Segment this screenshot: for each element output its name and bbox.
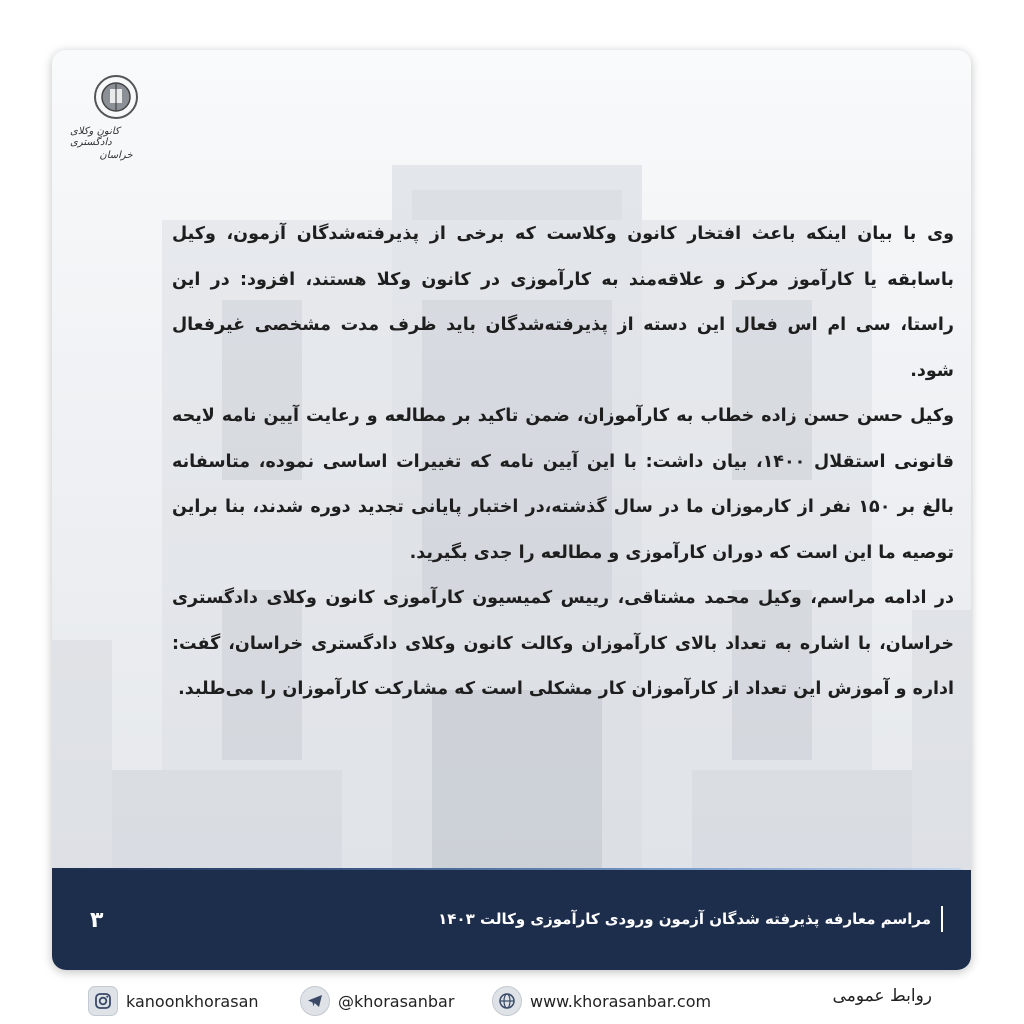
instagram-handle: kanoonkhorasan [126, 991, 259, 1011]
article-body [172, 212, 954, 713]
contact-bar [0, 980, 1024, 1020]
public-relations-label: روابط عمومی [832, 986, 932, 1006]
instagram-link[interactable] [88, 986, 259, 1016]
website-url: www.khorasanbar.com [530, 991, 712, 1011]
logo-line1: کانون وکلای دادگستری [70, 126, 120, 148]
article-paragraph: وی با بیان اینکه باعث افتخار کانون وکلاست که برخی از پذیرفته‌شدگان آزمون، وکیل باسابقه یا کارآموز مرکز و علاقه‌مند به کارآموزی در کانون وکلا هستند، افزود: در این راستا، سی ام اس فعال این دسته از پذیرفته‌شدگان باید ظرف مدت مشخصی غیرفعال شود. [172, 224, 954, 381]
globe-icon [492, 986, 522, 1016]
post-card [52, 50, 971, 970]
bar-association-logo [70, 74, 162, 214]
article-paragraph: وکیل حسن حسن زاده خطاب به کارآموزان، ضمن تاکید بر مطالعه و رعایت آیین نامه لایحه قانونی استقلال ۱۴۰۰، بیان داشت: با این آیین نامه که تغییرات اساسی نموده، متاسفانه بالغ بر ۱۵۰ نفر از کارموزان ما در سال گذشته،در اختبار پایانی تجدید دوره شدند، بنا براین توصیه ما این است که دوران کارآموزی و مطالعه را جدی بگیرید. [172, 406, 954, 563]
page-number: ۳ [90, 908, 104, 933]
telegram-icon [300, 986, 330, 1016]
telegram-handle: @khorasanbar [338, 991, 455, 1011]
logo-line2: خراسان [99, 150, 133, 161]
footer-title: مراسم معارفه پذیرفته شدگان آزمون ورودی کارآموزی وکالت ۱۴۰۳ [438, 906, 943, 932]
website-link[interactable] [492, 986, 711, 1016]
emblem-icon [93, 74, 139, 120]
instagram-icon [88, 986, 118, 1016]
article-paragraph: در ادامه مراسم، وکیل محمد مشتاقی، رییس کمیسیون کارآموزی کانون وکلای دادگستری خراسان، با اشاره به تعداد بالای کارآموزان وکالت کانون وکلای دادگستری خراسان، گفت: اداره و آموزش این تعداد از کارآموزان کار مشکلی است که مشارکت کارآموزان را می‌طلبد. [172, 588, 954, 699]
telegram-link[interactable] [300, 986, 454, 1016]
